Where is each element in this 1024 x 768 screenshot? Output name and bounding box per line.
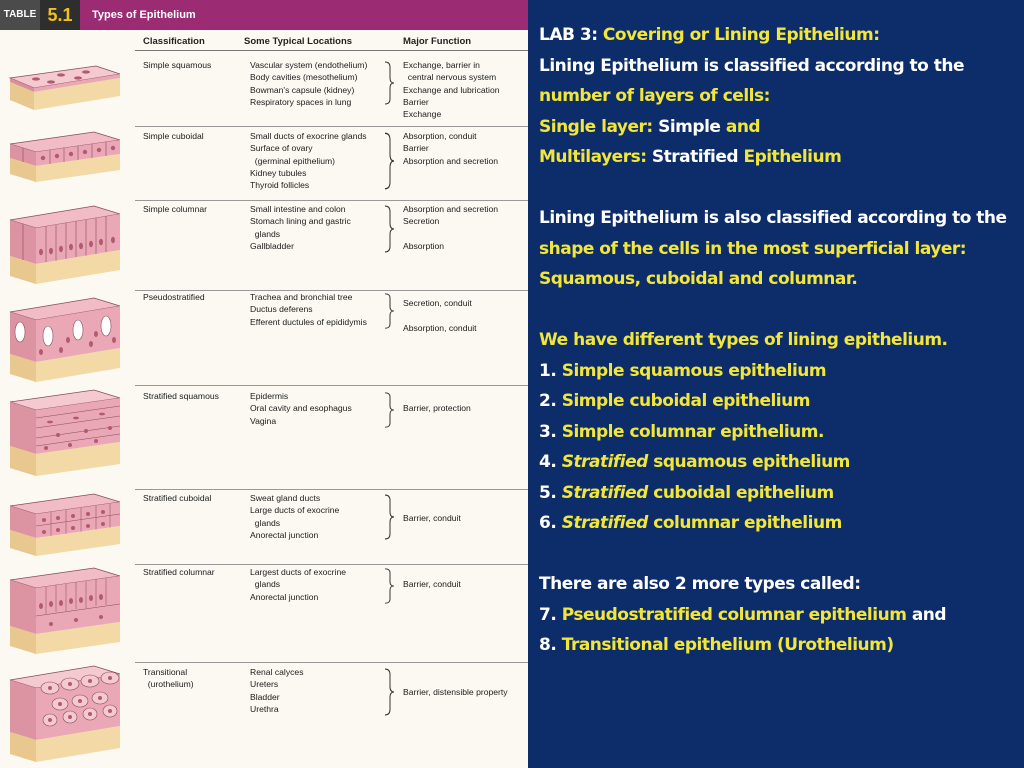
row-simple-columnar-classification: Simple columnar	[143, 204, 207, 214]
row-simple-cuboidal-locations: Small ducts of exocrine glands Surface of ovary (germinal epithelium) Kidney tubules Thyroid follicles	[250, 131, 367, 191]
list-text: Simple cuboidal epithelium	[561, 391, 810, 411]
row-stratified-cuboidal-classification: Stratified cuboidal	[143, 493, 212, 503]
shape-list: Squamous, cuboidal and columnar.	[539, 269, 858, 289]
extra-types-intro: There are also 2 more types called:	[539, 574, 861, 594]
layers-criterion: number of layers of cells:	[539, 86, 770, 106]
lab-topic: Covering or Lining Epithelium:	[602, 25, 880, 45]
table-number: 5.1	[40, 0, 80, 30]
row-simple-cuboidal-function: Absorption, conduit Barrier Absorption and secretion	[403, 131, 499, 166]
list-number: 4.	[539, 452, 557, 472]
lab-label: LAB 3:	[539, 25, 598, 45]
row-pseudostratified-function: Secretion, conduit Absorption, conduit	[403, 298, 477, 333]
list-number: 7.	[539, 604, 557, 625]
brace-icon	[383, 392, 395, 428]
column-header-classification: Classification	[143, 36, 205, 47]
row-stratified-cuboidal-function: Barrier, conduit	[403, 513, 461, 524]
row-rule	[135, 489, 528, 490]
list-text: Pseudostratified columnar epithelium	[561, 604, 907, 625]
row-rule	[135, 200, 528, 201]
row-transitional-locations: Renal calyces Ureters Bladder Urethra	[250, 667, 304, 714]
header-rule	[135, 50, 528, 51]
brace-icon	[383, 293, 395, 329]
row-stratified-squamous-function: Barrier, protection	[403, 403, 471, 414]
row-stratified-cuboidal-locations: Sweat gland ducts Large ducts of exocrine glands Anorectal junction	[250, 493, 340, 540]
table-header-bar	[0, 0, 528, 30]
table-title: Types of Epithelium	[92, 9, 196, 21]
stratified-cuboidal-illustration-icon	[6, 492, 124, 558]
brace-icon	[383, 494, 395, 540]
list-text: Simple squamous epithelium	[561, 360, 827, 381]
list-item	[539, 508, 1024, 539]
multilayer-line	[539, 142, 1024, 173]
brace-icon	[383, 61, 395, 105]
lab-title-line	[539, 20, 1024, 51]
shape-criterion: shape of the cells in the most superficial layer:	[539, 238, 967, 259]
list-item	[539, 447, 1024, 478]
list-number: 8.	[539, 635, 557, 655]
list-item	[539, 630, 1024, 661]
row-rule	[135, 564, 528, 565]
layers-paragraph	[539, 51, 1024, 112]
list-item	[539, 478, 1024, 509]
simple-cuboidal-illustration-icon	[6, 124, 124, 184]
transitional-illustration-icon	[6, 662, 124, 766]
table-tag: TABLE	[0, 0, 40, 30]
row-stratified-squamous-classification: Stratified squamous	[143, 391, 219, 401]
row-rule	[135, 662, 528, 663]
types-intro: We have different types of lining epithelium.	[539, 330, 948, 350]
list-tail: and	[911, 604, 947, 625]
list-emphasis: Stratified	[561, 513, 648, 533]
brace-icon	[383, 668, 395, 716]
simple-columnar-illustration-icon	[6, 202, 124, 286]
brace-icon	[383, 205, 395, 253]
list-text: Transitional epithelium (Urothelium)	[561, 635, 894, 655]
column-header-locations: Some Typical Locations	[244, 36, 353, 47]
layers-intro-text: Lining Epithelium is classified according to the	[539, 55, 965, 76]
multilayer-tail: Epithelium	[743, 147, 842, 167]
list-text: cuboidal epithelium	[653, 482, 834, 503]
list-text: squamous epithelium	[653, 452, 850, 472]
list-number: 1.	[539, 360, 557, 381]
single-layer-value: Simple	[658, 116, 721, 137]
row-simple-columnar-locations: Small intestine and colon Stomach lining and gastric glands Gallbladder	[250, 204, 351, 251]
list-number: 6.	[539, 513, 557, 533]
list-number: 3.	[539, 421, 557, 442]
shape-paragraph	[539, 203, 1024, 295]
row-rule	[135, 385, 528, 386]
list-number: 2.	[539, 391, 557, 411]
row-stratified-squamous-locations: Epidermis Oral cavity and esophagus Vagina	[250, 391, 352, 426]
row-pseudostratified-locations: Trachea and bronchial tree Ductus deferens Efferent ductules of epididymis	[250, 292, 367, 327]
brace-icon	[383, 132, 395, 190]
row-rule	[135, 126, 528, 127]
brace-icon	[383, 568, 395, 604]
list-emphasis: Stratified	[561, 482, 648, 503]
row-transitional-function: Barrier, distensible property	[403, 687, 508, 698]
simple-squamous-illustration-icon	[6, 52, 124, 112]
row-pseudostratified-classification: Pseudostratified	[143, 292, 205, 302]
row-stratified-columnar-classification: Stratified columnar	[143, 567, 215, 577]
list-item	[539, 356, 1024, 387]
row-stratified-columnar-locations: Largest ducts of exocrine glands Anorectal junction	[250, 567, 347, 602]
list-text: Simple columnar epithelium.	[561, 421, 824, 442]
pseudostratified-illustration-icon	[6, 292, 124, 384]
stratified-columnar-illustration-icon	[6, 566, 124, 656]
row-simple-squamous-locations: Vascular system (endothelium) Body cavities (mesothelium) Bowman's capsule (kidney) Respiratory spaces in lung	[250, 60, 368, 107]
row-simple-squamous-function: Exchange, barrier in central nervous system Exchange and lubrication Barrier Exchange	[403, 60, 500, 120]
list-text: columnar epithelium	[653, 513, 842, 533]
row-transitional-classification: Transitional (urothelium)	[143, 667, 194, 690]
row-simple-cuboidal-classification: Simple cuboidal	[143, 131, 204, 141]
types-list	[539, 356, 1024, 539]
row-stratified-columnar-function: Barrier, conduit	[403, 579, 461, 590]
single-layer-line	[539, 112, 1024, 143]
list-item	[539, 417, 1024, 448]
single-layer-and: and	[725, 116, 761, 137]
list-number: 5.	[539, 482, 557, 503]
single-layer-label: Single layer:	[539, 116, 653, 137]
list-emphasis: Stratified	[561, 452, 648, 472]
multilayer-label: Multilayers:	[539, 147, 647, 167]
row-simple-columnar-function: Absorption and secretion Secretion Absorption	[403, 204, 499, 251]
list-item	[539, 600, 1024, 631]
multilayer-value: Stratified	[651, 147, 739, 167]
column-header-function: Major Function	[403, 36, 472, 47]
row-simple-squamous-classification: Simple squamous	[143, 60, 212, 70]
list-item	[539, 386, 1024, 417]
shape-intro-text: Lining Epithelium is also classified according to the	[539, 208, 1007, 228]
stratified-squamous-illustration-icon	[6, 388, 124, 478]
lab-notes-panel	[528, 0, 1024, 768]
